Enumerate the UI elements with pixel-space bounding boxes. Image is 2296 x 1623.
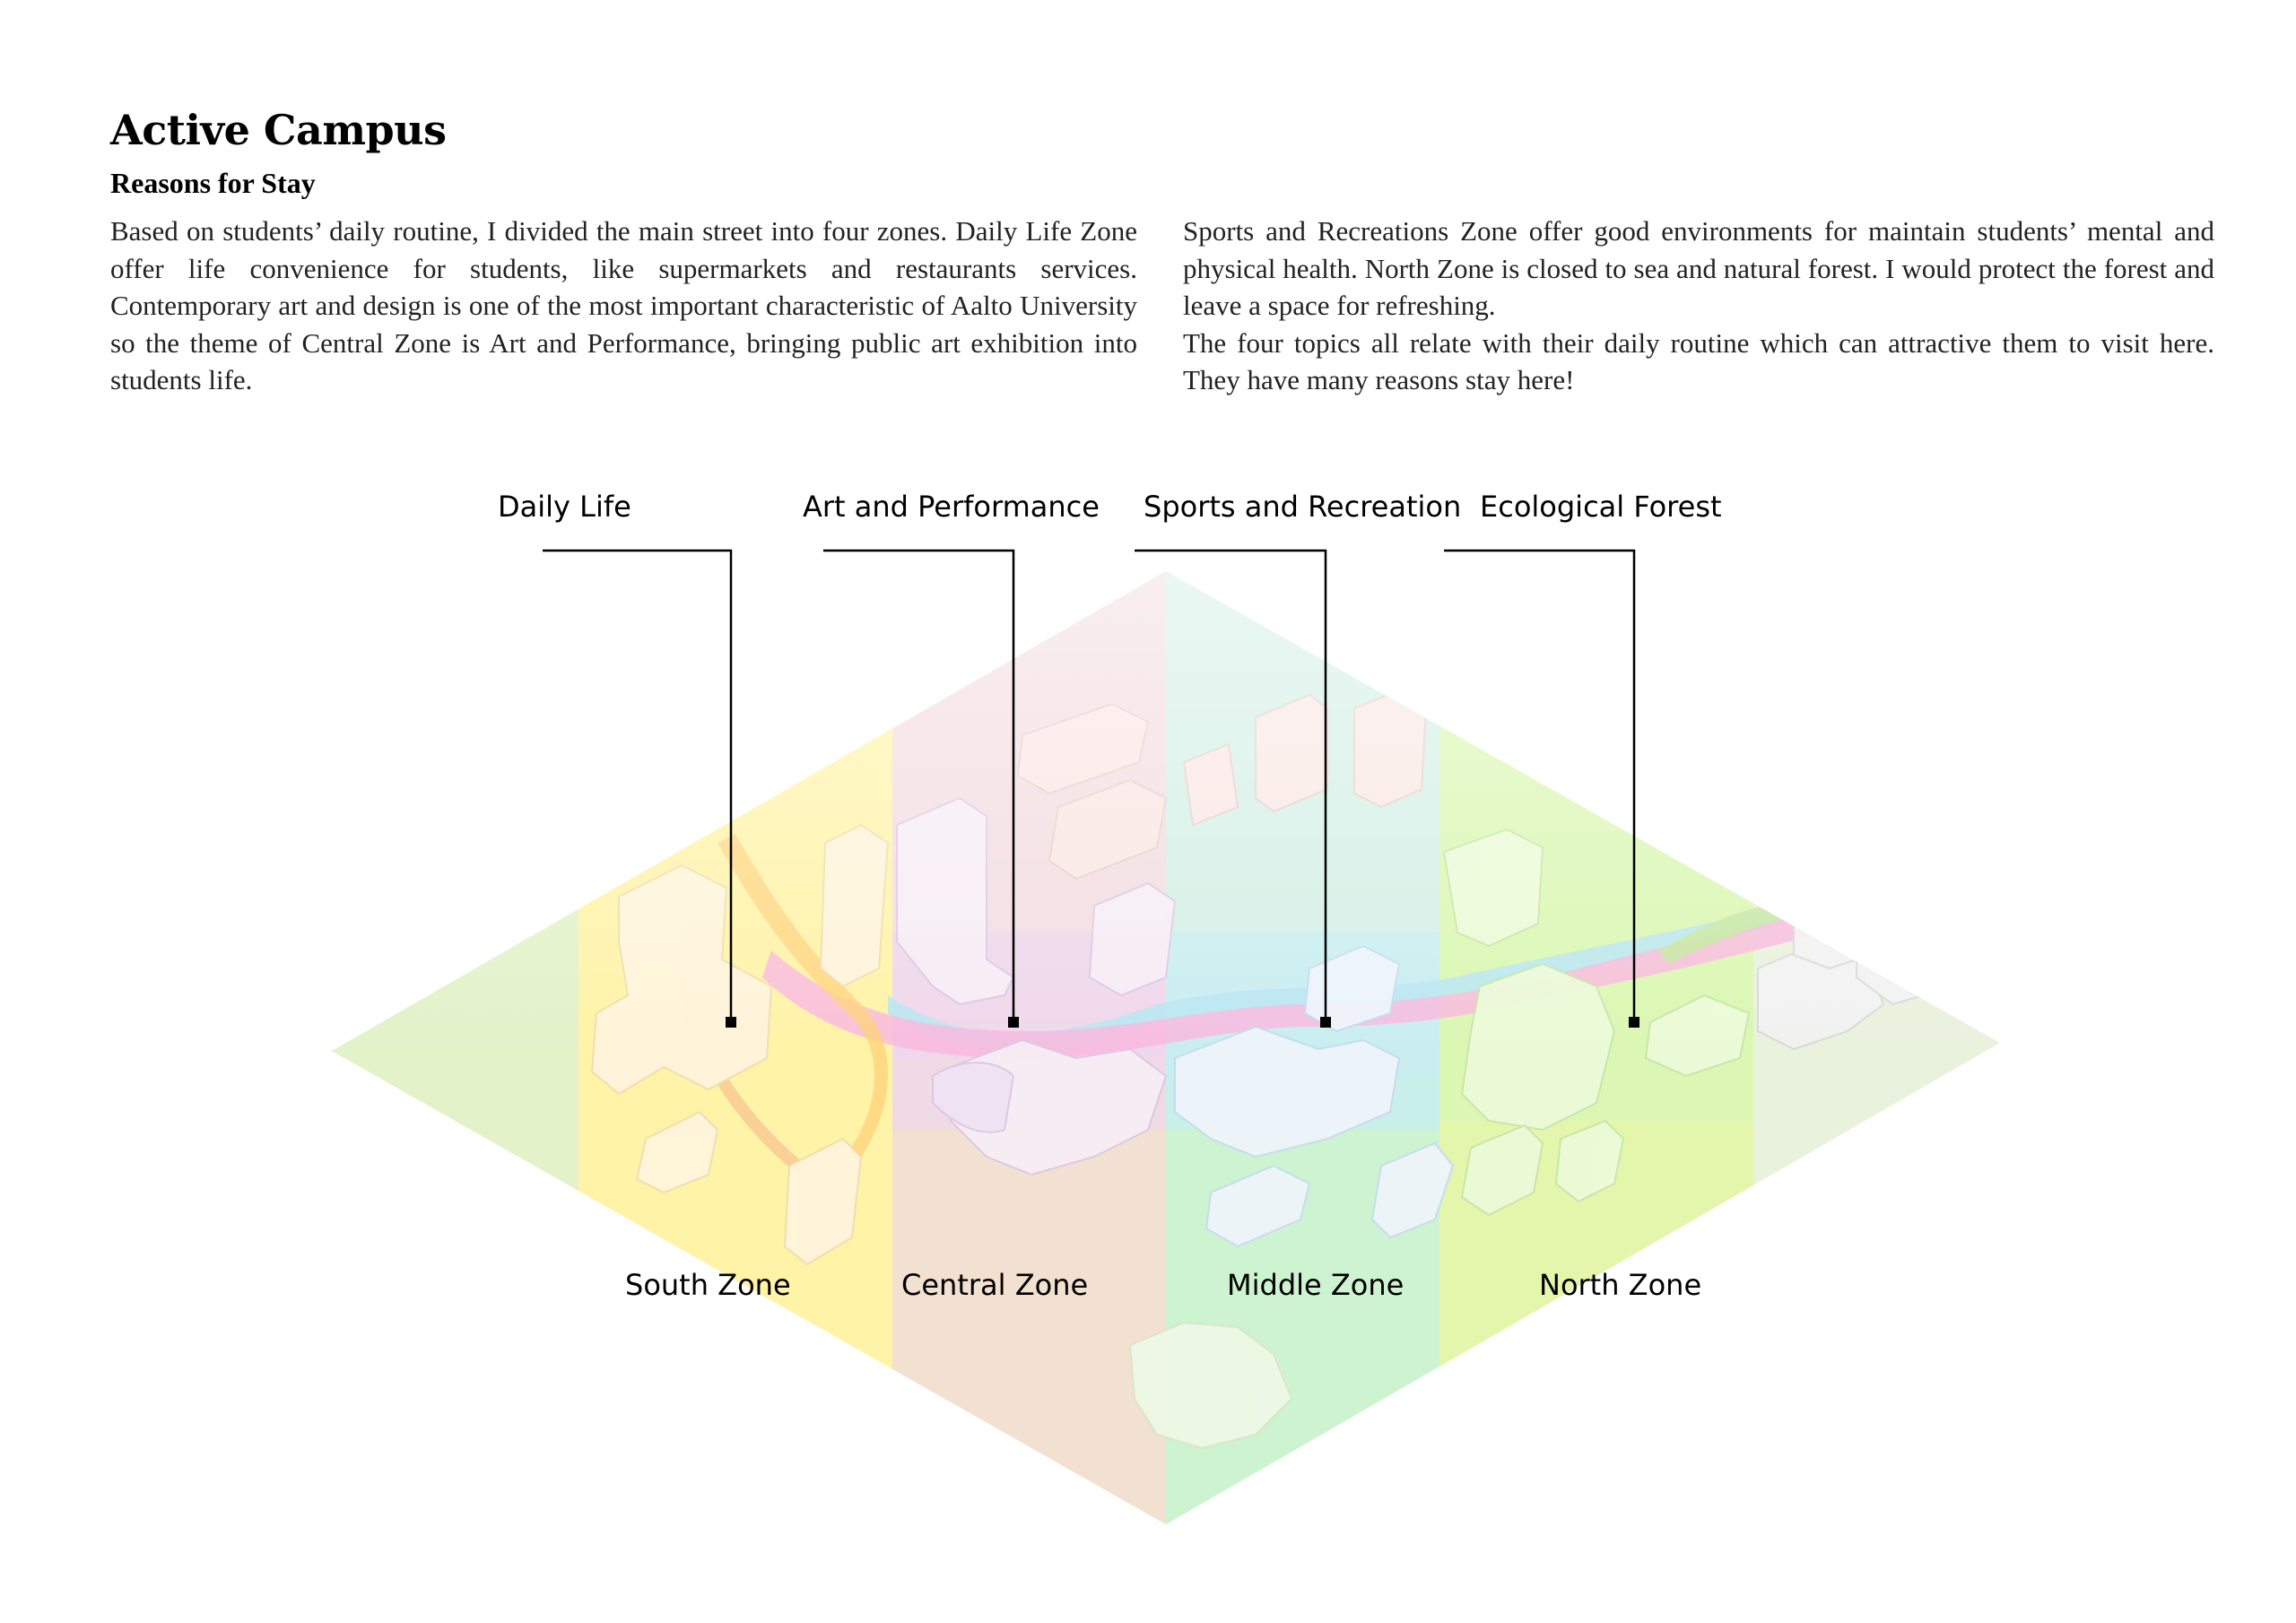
zone-label-north: North Zone	[1539, 1268, 1702, 1302]
topic-label-art-performance: Art and Performance	[803, 490, 1100, 524]
zone-label-central: Central Zone	[901, 1268, 1089, 1302]
page-title: Active Campus	[110, 106, 447, 154]
topic-label-daily-life: Daily Life	[498, 490, 631, 524]
topic-label-sports-recreation: Sports and Recreation	[1144, 490, 1462, 524]
topic-label-ecological-forest: Ecological Forest	[1480, 490, 1722, 524]
isometric-site-plan	[332, 538, 2000, 1578]
page-subtitle: Reasons for Stay	[110, 167, 316, 199]
zone-label-south: South Zone	[625, 1268, 791, 1302]
zone-label-middle: Middle Zone	[1227, 1268, 1405, 1302]
intro-paragraph-left: Based on students’ daily routine, I divided the main street into four zones. Daily Life Zone offer life convenience for students, like supermarkets and restaurants services. Contemporary art and design is one of the most important characteristic of Aalto University so the theme of Central Zone is Art and Performance, bringing public art exhibition into students life.	[110, 215, 1137, 395]
intro-paragraph-right: Sports and Recreations Zone offer good environments for maintain students’ mental and physical health. North Zone is closed to sea and natural forest. I would protect the forest and leave a space for refreshing. The four topics all relate with their daily routine which can attractive them to visit here. They have many reasons stay here!	[1183, 215, 2214, 395]
